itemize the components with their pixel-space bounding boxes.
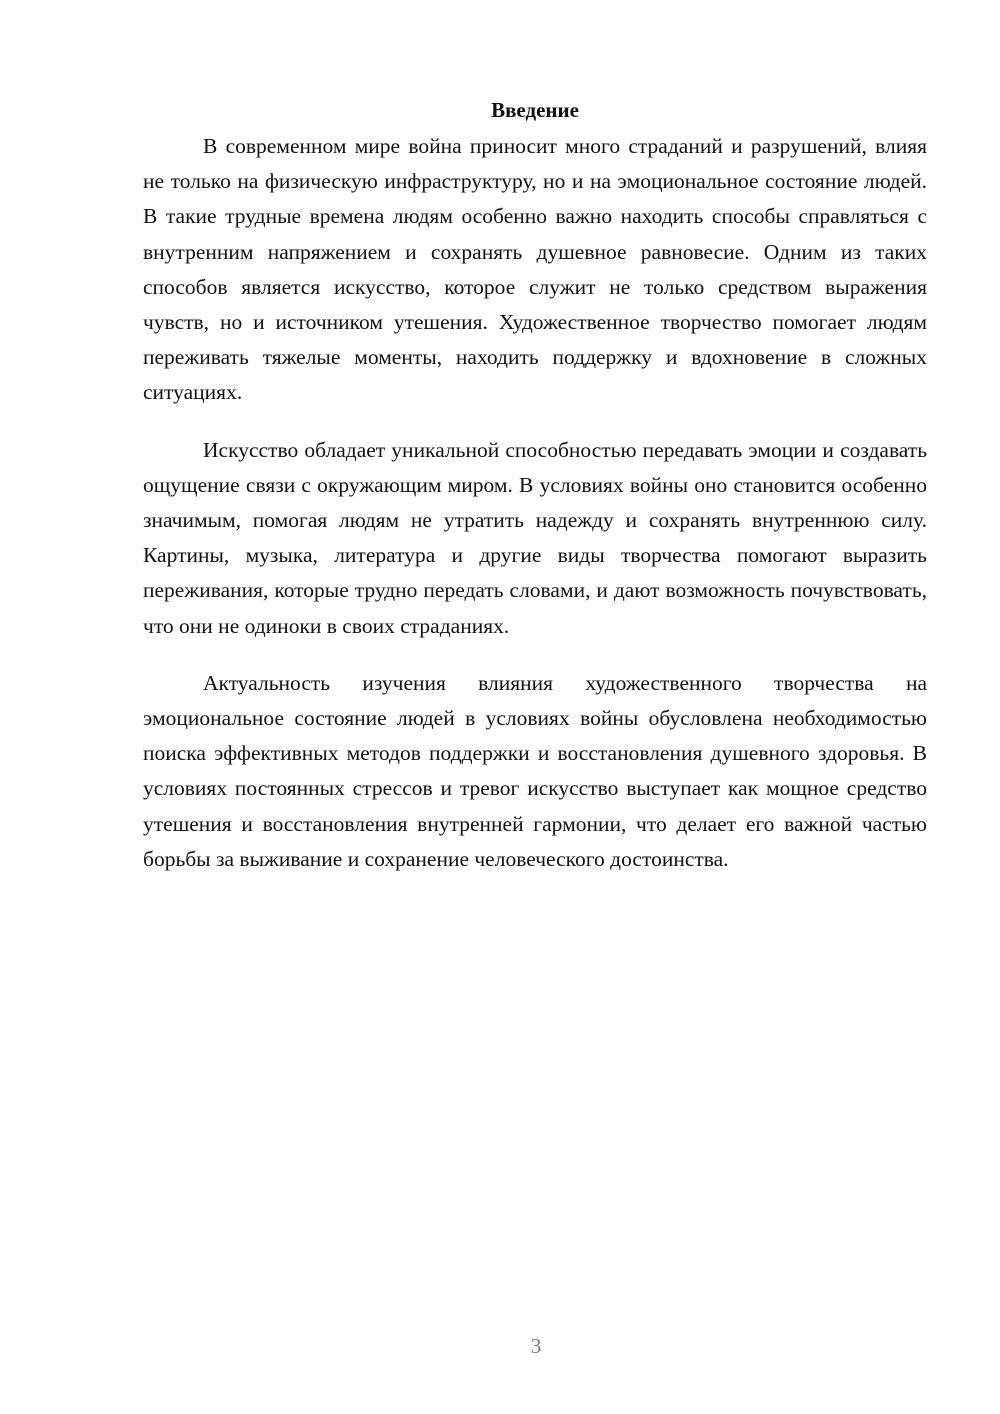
section-heading: Введение — [491, 98, 579, 122]
page-number: 3 — [530, 1334, 542, 1358]
paragraph-1: В современном мире война приносит много страданий и разрушений, влияя не только на физическую инфраструктуру, но и на эмоциональное состояние людей. В такие трудные времена людям особенно важно находить способы справляться с внутренним напряжением и сохранять душевное равновесие. Одним из таких способов является искусство, которое служит не только средством выражения чувств, но и источником утешения. Художественное творчество помогает людям переживать тяжелые моменты, находить поддержку и вдохновение в сложных ситуациях. — [143, 134, 927, 405]
page-content — [143, 95, 927, 877]
paragraph-3: Актуальность изучения влияния художественного творчества на эмоциональное состояние людей в условиях войны обусловлена необходимостью поиска эффективных методов поддержки и восстановления душевного здоровья. В условиях постоянных стрессов и тревог искусство выступает как мощное средство утешения и восстановления внутренней гармонии, что делает его важной частью борьбы за выживание и сохранение человеческого достоинства. — [143, 670, 927, 871]
paragraph-2: Искусство обладает уникальной способностью передавать эмоции и создавать ощущение связи с окружающим миром. В условиях войны оно становится особенно значимым, помогая людям не утратить надежду и сохранять внутреннюю силу. Картины, музыка, литература и другие виды творчества помогают выразить переживания, которые трудно передать словами, и дают возможность почувствовать, что они не одиноки в своих страданиях. — [143, 437, 927, 638]
